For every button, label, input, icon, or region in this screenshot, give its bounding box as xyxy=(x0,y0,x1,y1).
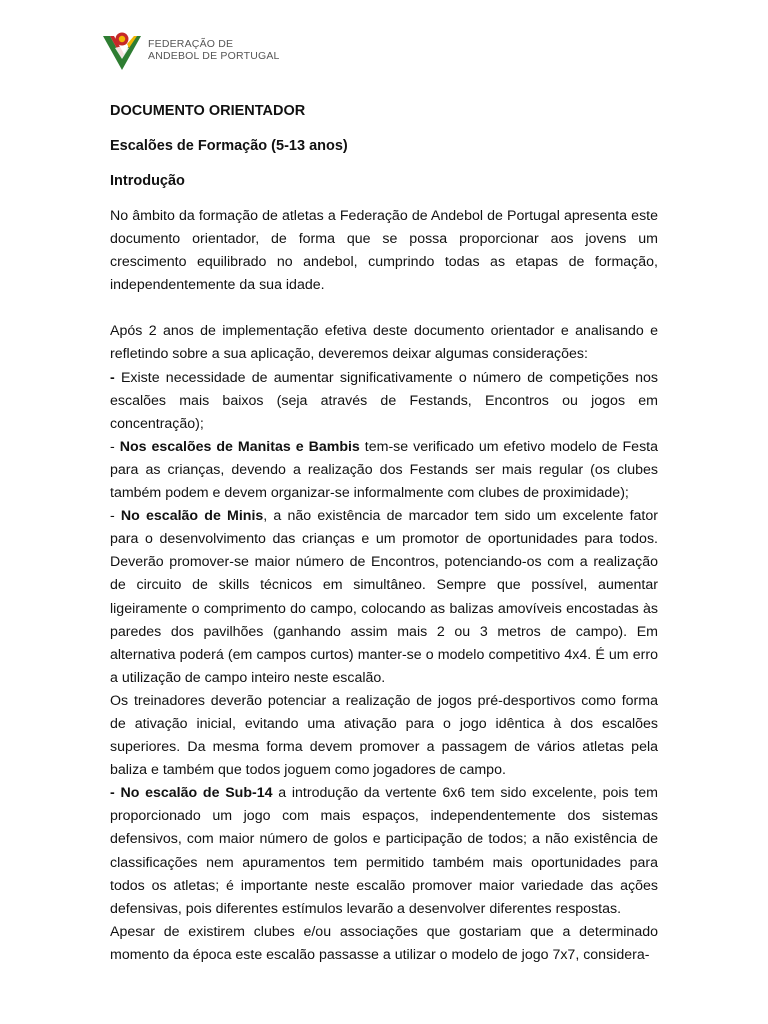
list-item-sub14 xyxy=(110,782,658,921)
introduction-text xyxy=(110,205,658,967)
list-item-minis xyxy=(110,505,658,690)
section-heading-introduction: Introdução xyxy=(110,173,185,189)
list-item-competitions xyxy=(110,367,658,436)
list-item-manitas-bambis xyxy=(110,436,658,505)
document-body xyxy=(110,101,658,967)
list-item-marker: - xyxy=(110,369,121,386)
page-header xyxy=(101,26,280,74)
list-item-marker: - xyxy=(110,785,121,802)
list-item-text: tem-se verificado um efetivo modelo de Festa para as crianças, devendo a realização dos Festands ser mais regular (os clubes também podem e devem organizar-se informalmente com clubes de proximidade); xyxy=(110,438,658,502)
organization-name xyxy=(148,38,280,62)
list-item-marker: - xyxy=(110,508,121,525)
list-item-text: a introdução da vertente 6x6 tem sido excelente, pois tem proporcionado um jogo com mais espaços, independentemente dos sistemas defensivos, com maior número de golos e participação de todos; a não existência de classificações nem apuramentos tem permitido também mais oportunidades para todos os atletas; é importante neste escalão promover maior variedade das ações defensivas, pois diferentes estímulos levarão a desenvolver diferentes respostas. xyxy=(110,785,658,917)
paragraph-coaches: Os treinadores deverão potenciar a realização de jogos pré-desportivos como forma de ativação inicial, evitando uma ativação para o jogo idêntica à dos escalões superiores. Da mesma forma devem promover a passagem de vários atletas pela baliza e também que todos joguem como jogadores de campo. xyxy=(110,692,658,779)
document-subtitle: Escalões de Formação (5-13 anos) xyxy=(110,138,348,154)
paragraph-considerations: Após 2 anos de implementação efetiva deste documento orientador e analisando e refletindo sobre a sua aplicação, deveremos deixar algumas considerações: xyxy=(110,323,658,363)
list-item-text: , a não existência de marcador tem sido um excelente fator para o desenvolvimento das crianças e um promotor de oportunidades para todos. Deverão promover-se maior número de Encontros, potenciando-os com a realização de circuito de skills técnicos em simultâneo. Sempre que possível, aumentar ligeiramente o comprimento do campo, colocando as balizas amovíveis encostadas às paredes dos pavilhões (ganhando assim mais 2 ou 3 metros de campo). Em alternativa poderá (em campos curtos) manter-se o modelo competitivo 4x4. É um erro a utilização de campo inteiro neste escalão. xyxy=(110,508,658,686)
paragraph-scope: No âmbito da formação de atletas a Federação de Andebol de Portugal apresenta este documento orientador, de forma que se possa proporcionar aos jovens um crescimento equilibrado no andebol, cumprindo todas as etapas de formação, independentemente da sua idade. xyxy=(110,208,658,294)
federation-logo-icon xyxy=(101,28,143,72)
paragraph-7x7-model: Apesar de existirem clubes e/ou associações que gostariam que a determinado momento da época este escalão passasse a utilizar o modelo de jogo 7x7, considera- xyxy=(110,923,658,963)
list-item-emphasis: Nos escalões de Manitas e Bambis xyxy=(119,438,360,455)
list-item-text: Existe necessidade de aumentar significativamente o número de competições nos escalões mais baixos (seja através de Festands, Encontros ou jogos em concentração); xyxy=(110,369,658,432)
document-title: DOCUMENTO ORIENTADOR xyxy=(110,103,306,119)
org-name-line2: ANDEBOL DE PORTUGAL xyxy=(148,50,280,62)
list-item-marker: - xyxy=(110,438,120,455)
list-item-emphasis: No escalão de Sub-14 xyxy=(120,785,273,802)
org-name-line1: FEDERAÇÃO DE xyxy=(148,38,234,50)
list-item-emphasis: No escalão de Minis xyxy=(120,508,264,525)
